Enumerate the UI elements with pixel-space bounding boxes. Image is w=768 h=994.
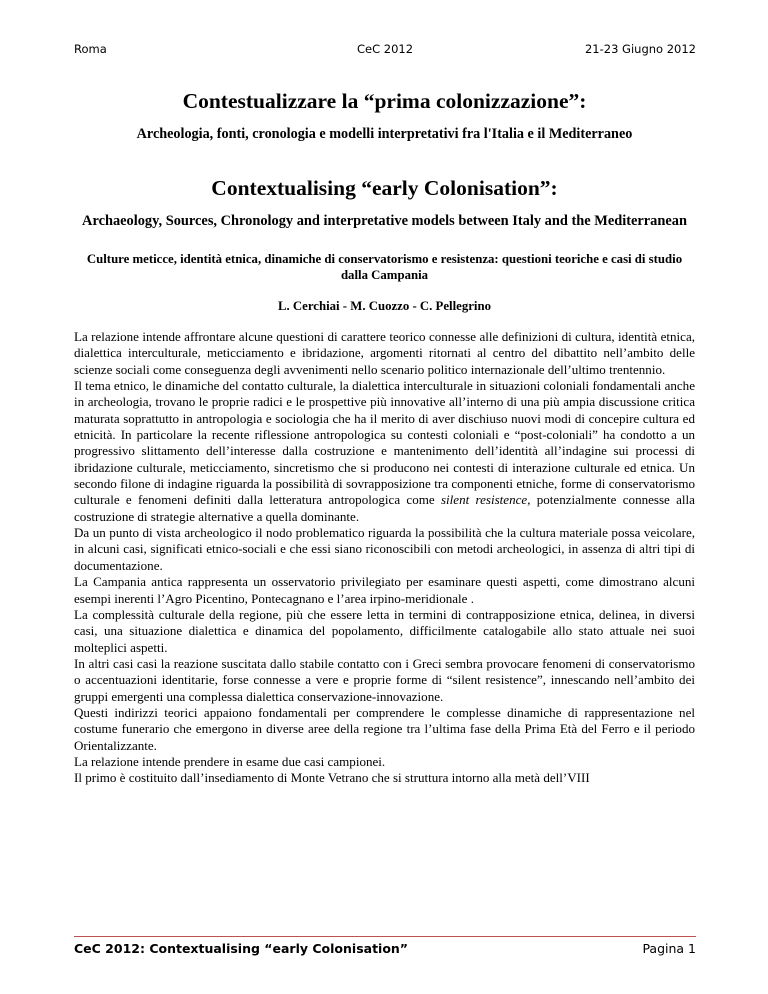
abstract-paragraph: In altri casi casi la reazione suscitata dallo stabile contatto con i Greci sembra provocare fenomeni di conservatorismo o accentuazioni identitarie, forse connesse a vere e proprie forme di “silent resistence”, innescando nell’ambito dei gruppi emergenti una complessa dialettica conservazione-innovazione. bbox=[74, 655, 695, 704]
abstract-paragraph: La complessità culturale della regione, più che essere letta in termini di contrapposizione etnica, delinea, in diversi casi, una situazione dialettica e dinamica del popolamento, difficilmente catalogabile allo stato attuale nei suoi molteplici aspetti. bbox=[74, 606, 695, 655]
paragraph-text: Il tema etnico, le dinamiche del contatto culturale, la dialettica interculturale in situazioni coloniali fondamentali anche in archeologia, trovano le proprie radici e le prospettive più innovative all’interno di una più ampia discussione critica maturata soprattutto in antropologia e sociologia che ha il merito di aver dischiuso nuovi modi di concepire cultura ed etnicità. In particolare la recente riflessione antropologica su contesti coloniali e “post-coloniali” ha condotto a un progressivo slittamento dell’interesse dalla costruzione e mantenimento dell’identità all’indagine sui processi di ibridazione culturale, meticciamento, sincretismo che si producono nei contesti di interazione culturale ed etnica. Un secondo filone di indagine riguarda la possibilità di sovrapposizione tra componenti etniche, forme di conservatorismo culturale e fenomeni definiti dalla letteratura antropologica come bbox=[74, 378, 695, 508]
page-content bbox=[74, 88, 695, 787]
abstract-paragraph: La Campania antica rappresenta un osservatorio privilegiato per esaminare questi aspetti, come dimostrano alcuni esempi inerenti l’Agro Picentino, Pontecagnano e l’area irpino-meridionale . bbox=[74, 574, 695, 606]
subtitle-english: Archaeology, Sources, Chronology and interpretative models between Italy and the Mediterranean bbox=[82, 213, 687, 229]
paper-authors: L. Cerchiai - M. Cuozzo - C. Pellegrino bbox=[278, 299, 491, 313]
page-header bbox=[74, 42, 696, 58]
abstract-paragraph: Da un punto di vista archeologico il nodo problematico riguarda la possibilità che la cultura materiale possa veicolare, in alcuni casi, significati etnico-sociali e che essi siano riconoscibili con metodi archeologici, in assenza di altri tipi di documentazione. bbox=[74, 525, 695, 573]
abstract-paragraph bbox=[74, 378, 695, 525]
page-number: Pagina 1 bbox=[642, 941, 696, 956]
italic-term: silent resistence, bbox=[440, 492, 531, 508]
abstract-paragraph: Il primo è costituito dall’insediamento di Monte Vetrano che si struttura intorno alla metà dell’VIII bbox=[74, 770, 590, 786]
header-date: 21-23 Giugno 2012 bbox=[584, 42, 696, 56]
paragraph-text: potenzialmente connesse alla costruzione di strategie alternative a quella dominante. bbox=[74, 492, 695, 524]
header-location: Roma bbox=[74, 42, 107, 56]
header-event: CeC 2012 bbox=[356, 42, 414, 56]
footer-title: CeC 2012: Contextualising “early Colonisation” bbox=[74, 941, 409, 956]
subtitle-italian: Archeologia, fonti, cronologia e modelli interpretativi fra l'Italia e il Mediterraneo bbox=[136, 126, 633, 142]
abstract-body bbox=[74, 329, 695, 787]
page-footer bbox=[74, 941, 696, 959]
abstract-paragraph: Questi indirizzi teorici appaiono fondamentali per comprendere le complesse dinamiche di rappresentazione nel costume funerario che emergono in diverse aree della regione tra l’ultima fase della Prima Età del Ferro e il periodo Orientalizzante. bbox=[74, 704, 695, 753]
abstract-paragraph: La relazione intende affrontare alcune questioni di carattere teorico connesse alle definizioni di cultura, identità etnica, dialettica interculturale, meticciamento e ibridazione, argomenti ritornati al centro del dibattito nell’ambito delle scienze sociali come conseguenza degli avvenimenti nello scenario politico internazionale dell’ultimo trentennio. bbox=[74, 329, 695, 377]
title-english: Contextualising “early Colonisation”: bbox=[211, 176, 558, 200]
paper-title: Culture meticce, identità etnica, dinamiche di conservatorismo e resistenza: questioni teoriche e casi di studio dalla Campania bbox=[86, 252, 683, 282]
title-italian: Contestualizzare la “prima colonizzazione”: bbox=[182, 89, 587, 113]
abstract-paragraph: La relazione intende prendere in esame due casi campionei. bbox=[74, 753, 386, 769]
footer-divider bbox=[74, 936, 696, 937]
